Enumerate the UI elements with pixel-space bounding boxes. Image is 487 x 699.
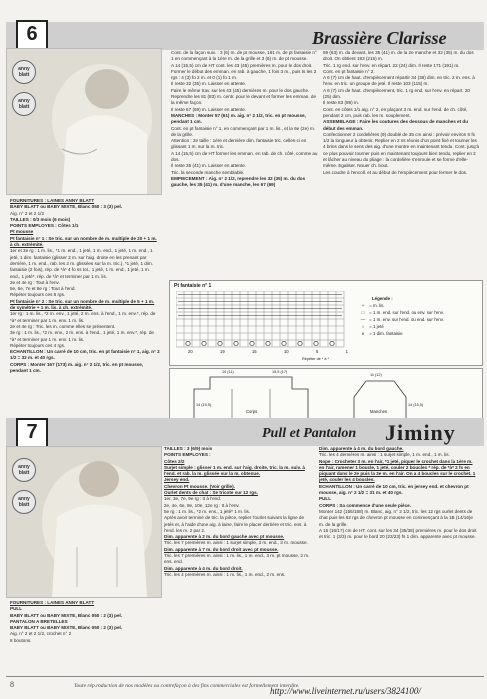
paragraph: 2e et 4e rg : Tric. les m. comme elles se présentent. <box>10 323 116 329</box>
paragraph: A 6 (7) cm de haut. d'empiècement, tric. 1 rg end. sur l'env. en répart. 20 (25) dim. <box>323 87 470 100</box>
section6-left-column <box>10 198 160 426</box>
chart-number: 19 <box>219 349 225 354</box>
paragraph: BABY BLATT ou BABY MIXTE, Blanc 050 : 2 (3) pel. <box>10 612 123 618</box>
paragraph: CORPS : Sa commence d'une seule pièce. <box>319 502 411 508</box>
section6-middle-column <box>171 50 319 282</box>
legend-item: ∧ = 1 dim. fantaisie <box>358 330 478 337</box>
paragraph: PULL <box>319 496 331 502</box>
legend-symbol-edge-icon: + <box>361 303 365 308</box>
paragraph: A 14 (15,5) cm de HT cont. les 43 (45) premières m. pour le dos droit. Former le début des emman. en rab. à gauche, 1 fois 3 m., puis ts les 2 rgs : 4 (3) fo 2 m. et 0 (1) fo 1 m. <box>171 62 317 81</box>
paragraph: Répéter toujours ces 4 rgs. <box>10 342 66 348</box>
paragraph: Cont. en pt fantaisie n° 1, en commençant par 1 m. lis., et la 6e (2e) m. de la grille. <box>171 125 316 137</box>
paragraph: A 14 (15,5) cm de HT former les emman. en rab. de ch. côté, comme au dos. <box>171 150 318 163</box>
paragraph: Il reste 35 (41) m. Laisser en attente. <box>171 163 247 169</box>
paragraph: CORPS : Monter 167 (173) m. aig. n° 2 1/2, tric. en pt mousse, pendant 1 cm. <box>10 361 144 374</box>
paragraph: Dim. apparente à 4 m. du bord gauche. <box>319 446 404 451</box>
paragraph: 59 (63) m. du devant, les 35 (41) m. de la 2e manche et 32 (35) m. du dos droit. On obtient 193 (215) m. <box>323 50 474 62</box>
paragraph: PULL <box>10 606 22 612</box>
paragraph: Faire le même trav. sur les 43 (45) dernières m. pour le dos gauche. <box>171 87 310 93</box>
paragraph: Tric. les 7 premières m. ainsi : 1 surjet simple, 3 m. end., 3 m. mousse. <box>164 540 308 546</box>
paragraph: 5e rg : 1 m. lis., *2 m. ens., 1 jeté* 1 m. lis. <box>164 508 251 514</box>
legend-item: — = 1 m. env. sur l'end. ou end. sur l'env. <box>358 316 478 323</box>
chart-number: 10 <box>283 349 289 354</box>
paragraph: 1er et 3e rg : 1 m. lis., *1 m. end., 1 jeté, 1 m. end., 1 jeté, 1 m. end., 1 jeté, 1 dim. fantaisie (glisser 2 m. sur l'aig. droite en les prenant par derrière, 1 m. end., rab. les 2 m. glissées sur la m. tric.), *1 jeté, 1 dim. fantaisie (2 fois), rép. de *à* 4 fo ss tot., 1 jeté, 1 m. end., 1 jeté, 1 m. end., 1 jeté*, rép. de *à* et terminer par 1 m. lis. <box>10 248 153 279</box>
paragraph: Cont. de la façon suiv. : 3 (6) m. de pt mousse, 161 m. de pt fantaisie n° 1 en commençant à la 1ère m. de la grille et 3 (6) m. de pt mousse. <box>171 50 317 62</box>
schema-label-manches: Manches <box>370 409 387 414</box>
paragraph: 1er rg : 1 m. lis., *2 m. env., 1 jeté, 2 m. ens. à l'end., 1 m. env.*, rép. de *à* et terminer par 1 m. env. 1 m. lis. <box>10 311 156 323</box>
paragraph: Les coudre à l'encoll. et au début de l'empiècement pour fermer le dos. <box>323 169 468 175</box>
paragraph: Nope : Crocheter 3 m. en l'air, *1 jeté, piquer le crochet dans la 1ère m. en l'air, ramener 1 boucle, 1 jeté, couler 2 boucles * rép. de *à* 2 fs en piquant dans le 2e puis la 3e m. en l'air. On a 4 boucles sur le crochet. 1 jeté, couler les 4 boucles. <box>319 458 476 483</box>
paragraph: TAILLES : 3 (6/9) mois <box>164 446 213 451</box>
paragraph: Tric. 1 rg end. sur l'env. en répart. 22 (24) dim. Il reste 171 (191) m. <box>323 62 460 68</box>
paragraph: Dim. apparente à 4 m. du bord droit. <box>164 565 243 571</box>
paragraph: Répéter toujours ces 8 rgs. <box>10 292 66 298</box>
paragraph: Reprendre les 81 (83) m. centr. pour le devant et former les emman. de la même façon. <box>171 94 317 106</box>
section7-left-column <box>10 600 160 670</box>
chart-title: Pt fantaisie n° 1 <box>174 283 212 289</box>
paragraph: BABY BLATT ou BABY MIXTE, Blanc 050 : 3 (3) pel. <box>10 204 123 210</box>
paragraph: A 15 (16/17) cm de HT. cont. sur les 34 (35/38) premières m. pour le dos droit et tric. 1 (3/3) m. pour le bord 20 (22/23) fs 1 dim. apparente avec pt mousse. <box>319 527 477 540</box>
paragraph: Il reste 32 (35) m. Laisser en attente. <box>171 81 247 87</box>
paragraph: Jersey end. <box>164 477 190 483</box>
pattern-title-jiminy: Jiminy <box>385 420 456 445</box>
paragraph: TAILLES : 0/3 mois (6 mois) <box>10 216 71 222</box>
paragraph: Pt fantaisie n° 1 : Se tric. sur un nombre de m. multiple de 20 + 1 m. à ch. extrémité. <box>10 235 157 248</box>
paragraph: Côtes 2/2 <box>164 458 185 464</box>
schema-dimension: 11 (12) <box>370 373 382 377</box>
paragraph: Pt mousse <box>10 229 34 235</box>
paragraph: Cont. en pt fantaisie n° 2. <box>323 68 375 74</box>
legend-symbol-decrease-icon: ∧ <box>361 331 365 336</box>
anny-blatt-seal: anny blatt <box>12 92 36 116</box>
paragraph: Il reste 83 (89) m. <box>323 100 359 106</box>
pattern-title-brassiere: Brassière Clarisse <box>312 28 447 48</box>
pattern-number-6: 6 <box>16 20 48 50</box>
paragraph: Pt fantaisie n° 2 : Se tric. sur un nombre de m. multiple de 5 + 1 m. de symétrie + 1 m. lis. à ch. extrémité. <box>10 298 155 311</box>
watermark-url: http://www.liveinternet.ru/users/3824100/ <box>270 686 421 696</box>
paragraph: Surjet simple : glisser 1 m. end. sur l'aig. droite, tric. la m. suiv. à l'end. et rab. la m. glissée sur la m. obtenue. <box>164 464 305 477</box>
paragraph: POINTS EMPLOYES : <box>164 452 211 458</box>
paragraph: Confectionner 2 cordelières (9) doublé de 35 cm ainsi : prévoir environ 5 fs 1/2 la longueur à obtenir. Replier en 2 ss réunis d'un point fixé et tourner les 4 brins dans le sens des aig. d'une montre en maintenant tendu. Cont. jusq'à ce plus pouvoir tourner puis en maintenant toujours bien tendu, replier en 2 et lâcher au niveau du pliage : la cordelière s'enroule et se forme d'elle-même. Egaliser. Nouer ch. bout. <box>323 131 479 169</box>
paragraph: Tric. les 7 premières m. ainsi : 1 m. lis., 1 m. end., 3 m. pt mousse, 2 m. ens. end. <box>164 553 310 565</box>
paragraph: Il reste 67 (69) m. Laisser en attente. <box>171 106 247 112</box>
paragraph: MANCHES : Monter 57 (61) m. aig. n° 2 1/2, tric. en pt mousse, pendant 1 cm. <box>171 112 306 125</box>
paragraph: Aig. n° 2 et 2 1/2 <box>10 210 45 216</box>
paragraph: 1er, 3e, 7e, 9e rg : tt à l'end. <box>164 496 222 502</box>
paragraph: Cont. en côtes 1/1 aig. n° 2, en plaçant 3 m. end. sur l'end. de ch. côté, pendant 2 cm, puis rab. les m. souplement. <box>323 106 468 118</box>
chart-number: 5 <box>315 349 319 354</box>
repeat-label: Répéter de * à * <box>302 357 330 361</box>
copyright-footer: Toute rép.roduction de nos modèles ou contrefaçon à des fins commerciales est formellement interdite. <box>74 683 300 689</box>
section6-right-column <box>323 50 479 282</box>
paragraph: ASSEMBLAGE : Faire les coutures des dessous de manches et du début des emman. <box>323 119 468 131</box>
legend-symbol-purl-icon: — <box>360 317 366 322</box>
paragraph: 8 boutons. <box>10 637 32 643</box>
paragraph: ECHANTILLON : Un carré de 10 cm, tric. en pt fantaisie n° 1, aig. n° 2 1/2 = 32 m. et 40 rgs. <box>10 349 160 361</box>
schema-dimension: 15,5 (17) <box>272 370 288 374</box>
paragraph: FOURNITURES : LAINES ANNY BLATT <box>10 600 95 605</box>
paragraph: ECHANTILLON : Un carré de 10 cm, tric. en jersey end. et chevron pt mousse, aig. n° 2 1/2 = 31 m. et 40 rgs. <box>319 483 469 496</box>
paragraph: EMPIECEMENT : Aig. n° 2 1/2, reprendre les 32 (35) m. du dos gauche, les 35 (41) m. d'une manche, les 67 (69) <box>171 175 306 188</box>
chart-number: 15 <box>251 349 257 354</box>
chart-legend <box>358 295 478 337</box>
paragraph: Monter 142 (155/158) m. Blanc, aig. n° 2 1/2, tric. les 12 rgs ourlet dents de chat puis les 62 rgs de chevron pt mousse en commençant à la 1B (14/16)e m. de la grille. <box>319 508 473 527</box>
chart-number: 1 <box>345 349 348 354</box>
paragraph: Dim. apparente à 2 m. du bord gauche avec pt mousse. <box>164 534 285 540</box>
section7-right-column <box>319 446 479 674</box>
chart-column-numbers <box>188 349 348 354</box>
section7-middle-column <box>164 446 314 674</box>
paragraph: 2e et 4e rg : Tout à l'env. <box>10 279 60 285</box>
schema-dimension: 10 (11) <box>222 370 234 374</box>
paragraph: Tric. la seconde manche semblable. <box>171 169 245 175</box>
paragraph: Tric. les 4 dernières m. ainsi : 1 surjet simple, 1 m. end., 1 m. lis. <box>319 452 450 458</box>
paragraph: PANTALON A BRETELLES <box>10 618 68 624</box>
paragraph: Chevron Pt mousse. (Voir grille). <box>164 483 235 489</box>
schema-label-corps: Corps <box>246 409 258 414</box>
stitch-grid <box>176 291 348 349</box>
paragraph: FOURNITURES : LAINES ANNY BLATT <box>10 198 95 203</box>
legend-title: Légende : <box>372 296 393 301</box>
anny-blatt-seal: anny blatt <box>12 458 36 482</box>
schema-dimension: 14 (15,5) <box>408 403 424 407</box>
legend-symbol-knit-icon: □ <box>361 310 365 315</box>
paragraph: 5e, 6e, 7e et 8e rg : Tout à l'end. <box>10 286 76 292</box>
stitch-chart-fantaisie-1 <box>169 280 483 366</box>
anny-blatt-seal: anny blatt <box>12 490 36 514</box>
paragraph: Tric. les 4 premières m. ainsi : 1 m. lis., 1 m. end., 2 m. ens. <box>164 571 286 577</box>
anny-blatt-seal: anny blatt <box>12 60 36 84</box>
paragraph: POINTS EMPLOYES : Côtes 1/1 <box>10 223 79 229</box>
paragraph: Après avoir terminé de tric. la pièce, replier l'ourlet suivant la ligne de jetés et, à l'aide d'une aig. à laine, faire le placer derrière et tric. ens. à l'end. les m. 2 par 2. <box>164 515 307 533</box>
legend-symbol-yarnover-icon: ○ <box>361 324 365 329</box>
chart-number: 20 <box>188 349 193 354</box>
paragraph: A 6 (7) cm de haut. d'empiècement répartir 34 (38) dim. en tric. 2 m. ens. à l'env. en tric. un groupe de jeté. Il reste 103 (115) m. <box>323 75 475 87</box>
page-number: 8 <box>10 680 14 689</box>
pattern-title-pull-pantalon: Pull et Pantalon <box>262 426 357 441</box>
paragraph: Attention : 2e taille : 1ère et dernière dim. fantaisie tric. celles-ci en glissant 1 m. sur la m. tric. <box>171 138 307 150</box>
paragraph: 3e rg : 1 m. lis., *2 m. env., 2 m. ens. à l'end., 1 jeté, 1 m. env.*, rép. de *à* et terminer par 1 m. env. 1 m. lis. <box>10 330 154 342</box>
paragraph: Aig. n° 2 et 2 1/2, crochet n° 2 <box>10 631 72 637</box>
pattern-number-7: 7 <box>16 418 48 448</box>
legend-item: + = m. lis. <box>358 302 478 309</box>
paragraph: BABY BLATT ou BABY MIXTE, Blanc 050 : 2 (3) pel. <box>10 625 123 631</box>
schema-dimension: 14 (15,5) <box>196 403 212 407</box>
legend-item: □ = 1 m. end. sur l'end. ou env. sur l'env. <box>358 309 478 316</box>
paragraph: Ourlet dents de chat : Se tricote sur 12 rgs. <box>164 490 258 496</box>
legend-item: ○ = 1 jeté <box>358 323 478 330</box>
footer-divider <box>6 676 484 677</box>
paragraph: 2e, 4e, 6e, 8e, 10e, 12e rg : tt à l'env. <box>164 502 240 508</box>
paragraph: Dim. apparente à 7 m. du bord droit avec pt mousse. <box>164 546 279 552</box>
